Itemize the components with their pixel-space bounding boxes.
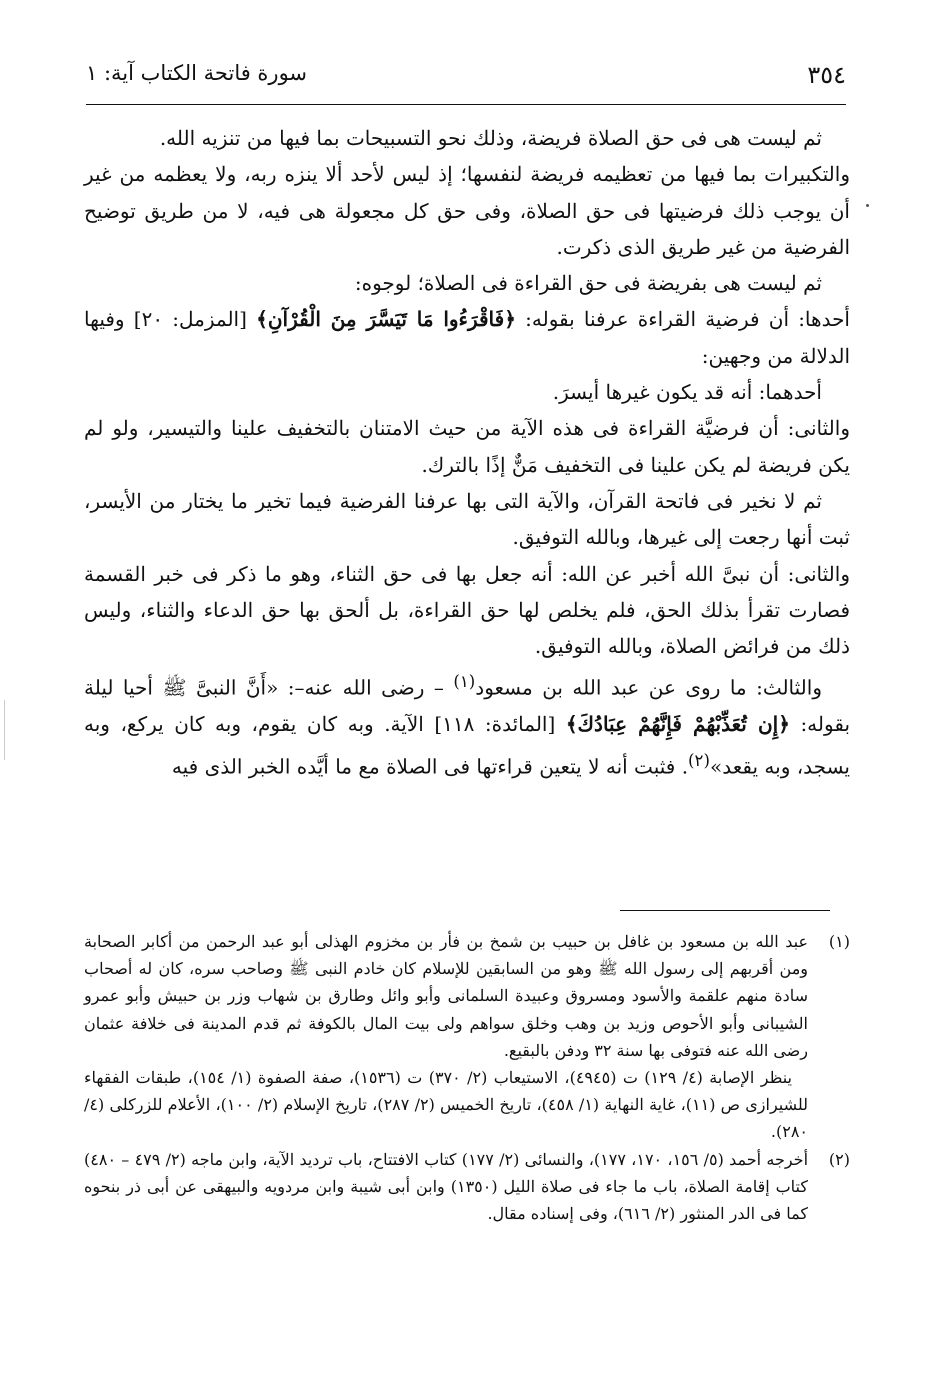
footnote-1-biography: عبد الله بن مسعود بن غافل بن حبيب بن شمخ بن فأر بن مخزوم الهذلى أبو عبد الرحمن من أكابر الصحابة ومن أقربهم إلى رسول الله ﷺ وهو من السابقين للإسلام كان خادم النبى ﷺ وصاحب سره، كان له أصحاب سادة منهم علقمة والأسود ومسروق وعبيدة السلمانى وأبو وائل وطارق بن شهاب وزر بن حبيش وأبو عمرو الشيبانى وأبو الأحوص وزيد بن وهب وخلق سواهم ولى بيت المال بالكوفة ثم قدم المدينة فى خلافة عثمان رضى الله عنه فتوفى بها سنة ٣٢ ودفن بالبقيع. [84, 932, 808, 1060]
paragraph-9-hadith: – رضى الله عنه–: «أَنَّ النبىَّ ﷺ أحيا ليلة بقوله: [84, 676, 851, 737]
quran-verse-maidah: ﴿إِن تُعَذِّبْهُمْ فَإِنَّهُمْ عِبَادُكَ﴾ [565, 712, 790, 737]
paragraph-3: ثم ليست هى بفريضة فى حق القراءة فى الصلاة؛ لوجوه: [354, 271, 822, 296]
running-title: سورة فاتحة الكتاب آية: ١ [86, 61, 308, 85]
paragraph-1: ثم ليست هى فى حق الصلاة فريضة، وذلك نحو التسبيحات بما فيها من تنزيه الله. [159, 126, 822, 150]
footnote-1-sources: ينظر الإصابة (٤/ ١٢٩) ت (٤٩٤٥)، الاستيعاب (٢/ ٣٧٠) ت (١٥٣٦)، صفة الصفوة (١/ ١٥٤)، طبقات الفقهاء للشيرازى ص (١١)، غاية النهاية (١/ ٤٥٨)، تاريخ الخميس (٢/ ٢٨٧)، تاريخ الإسلام (٢/ ١٠٠)، الأعلام للزركلى (٤/ ٢٨٠). [84, 1068, 809, 1142]
running-head [86, 55, 846, 99]
page-number: ٣٥٤ [807, 61, 846, 89]
paragraph-4 [84, 301, 850, 374]
footnote-2 [84, 1146, 850, 1228]
paragraph-2: والتكبيرات بما فيها من تعظيمه فريضة لنفسها؛ إذ ليس لأحد ألا ينزه ربه، ولا يعظمه من غير أن يوجب ذلك فرضيتها فى حق الصلاة، وفى حق كل مجعولة هى فيه، لا من طريق توضيح الفرضية من غير طريق الذى ذكرت. [84, 162, 850, 259]
paragraph-9-conclusion: . فثبت أنه لا يتعين قراءتها فى الصلاة مع ما أيَّده الخبر الذى فيه [171, 754, 689, 779]
paragraph-4-intro: أحدها: أن فرضية القراءة عرفنا بقوله: [515, 307, 850, 332]
paragraph-9-hadith-rest: [المائدة: ١١٨] الآية. وبه كان يقوم، وبه كان يركع، وبه يسجد، وبه يقعد» [84, 712, 850, 779]
footnote-ref-2[interactable]: (٢) [688, 750, 710, 770]
footnote-2-number: (٢) [828, 1149, 850, 1169]
scan-gutter-shadow [4, 700, 5, 760]
footnote-2-text: أخرجه أحمد (٥/ ١٥٦، ١٧٠، ١٧٧)، والنسائى (٢/ ١٧٧) كتاب الافتتاح، باب ترديد الآية، وابن ماجه (٢/ ٤٧٩ – ٤٨٠) كتاب إقامة الصلاة، باب ما جاء فى صلاة الليل (١٣٥٠) وابن أبى شيبة وابن مردويه والبيهقى عن أبى ذر بنحوه كما فى الدر المنثور (٢/ ٦١٦)، وفى إسناده مقال. [84, 1149, 809, 1224]
footnote-rule [620, 910, 830, 911]
header-rule [86, 104, 846, 105]
paragraph-7: ثم لا نخير فى فاتحة القرآن، والآية التى بها عرفنا الفرضية فيما تخير ما يختار من الأيسر، ثبت أنها رجعت إلى غيرها، وبالله التوفيق. [84, 488, 850, 550]
quran-verse-muzzammil: ﴿فَاقْرَءُوا مَا تَيَسَّرَ مِنَ الْقُرْآنِ﴾ [256, 307, 516, 332]
footnote-1-number: (١) [828, 932, 850, 951]
paragraph-9-intro: والثالث: ما روى عن عبد الله بن مسعود [475, 676, 822, 701]
footnote-ref-1[interactable]: (١) [453, 672, 476, 692]
paragraph-9 [84, 664, 850, 784]
paragraph-8: والثانى: أن نبىَّ الله أخبر عن الله: أنه جعل بها فى حق الثناء، وهو ما ذكر فى خبر القسمة فصارت تقرأ بذلك الحق، فلم يخلص لها حق القراءة، بل ألحق بها حق الدعاء والثناء، وليس ذلك من فرائض الصلاة، وبالله التوفيق. [84, 561, 851, 659]
scan-speck [866, 204, 869, 207]
paragraph-4-rest: [المزمل: ٢٠] وفيها الدلالة من وجهين: [84, 307, 850, 368]
paragraph-5: أحدهما: أنه قد يكون غيرها أيسرَ. [552, 380, 822, 405]
footnote-1 [84, 928, 850, 1146]
main-text [84, 120, 850, 785]
paragraph-6: والثانى: أن فرضيَّة القراءة فى هذه الآية من حيث الامتنان بالتخفيف علينا والتيسير، ولو لم يكن فريضة لم يكن علينا فى التخفيف مَنٌّ إذًا بالترك. [84, 416, 850, 477]
footnotes [84, 928, 850, 1227]
